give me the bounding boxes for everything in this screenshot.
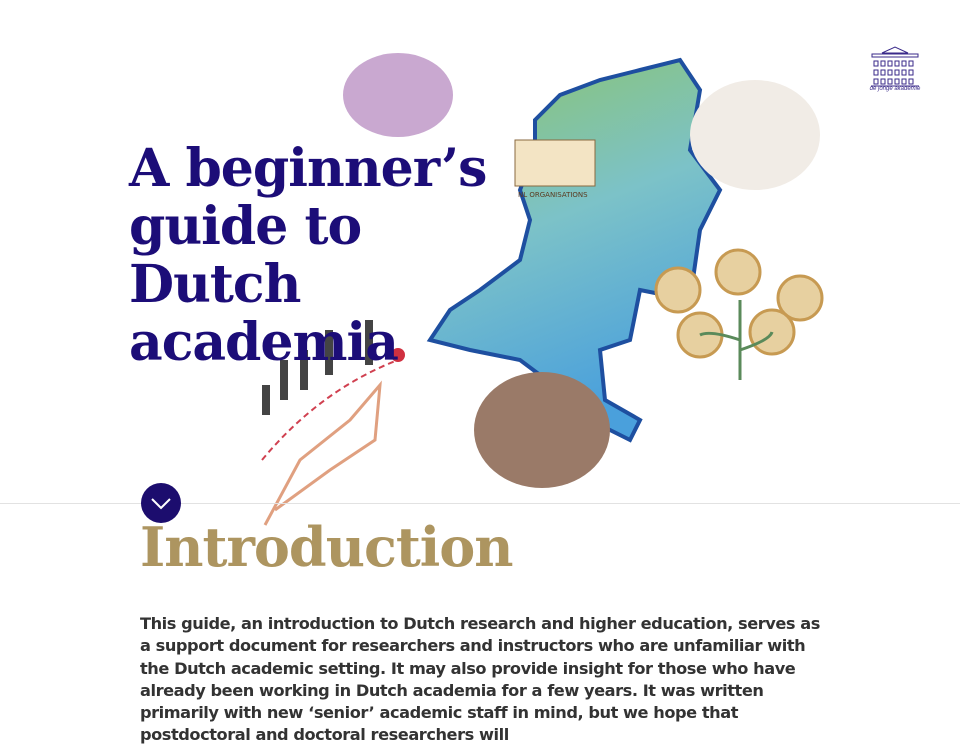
introduction-paragraph: This guide, an introduction to Dutch research and higher education, serves as a support document for researchers and instructors who are unfamiliar with the Dutch academic setting. It may also provide insight for those who have already been working in Dutch academia for a few years. It was written primarily with new ‘senior’ academic staff in mind, but we hope that postdoctoral and doctoral researchers will: [140, 614, 820, 745]
binocular-woman-vignette: [343, 53, 453, 137]
page-title: A beginner’s guide to Dutch academia: [129, 138, 487, 373]
people-vignette-1: [656, 268, 700, 312]
scientist-vignette: [690, 80, 820, 190]
lecture-hall-vignette: [474, 372, 610, 488]
people-vignette-2: [716, 250, 760, 294]
hand-illustration: [265, 385, 380, 525]
book-vignette: [515, 140, 595, 186]
chevron-down-icon: [150, 493, 172, 513]
logo-text: de jonge akademie: [869, 86, 921, 92]
book-label: NL ORGANISATIONS: [518, 191, 588, 199]
introduction-heading: Introduction: [140, 515, 513, 579]
